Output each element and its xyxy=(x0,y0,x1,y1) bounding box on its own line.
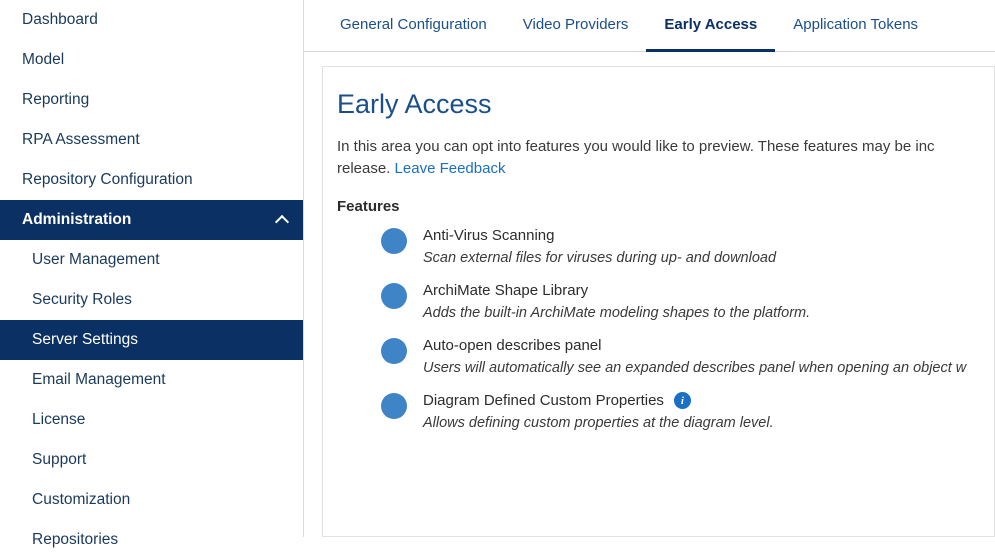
feature-title: Anti-Virus Scanning xyxy=(423,227,555,244)
feature-text xyxy=(423,392,966,431)
sidebar-item-repository-configuration[interactable] xyxy=(0,160,303,200)
info-icon[interactable]: i xyxy=(674,392,691,409)
feature-description: Scan external files for viruses during up- and download xyxy=(423,250,777,266)
feature-title: ArchiMate Shape Library xyxy=(423,282,589,299)
sidebar-item-label: Server Settings xyxy=(32,331,138,348)
tab-label: Application Tokens xyxy=(793,16,919,33)
sidebar-item-server-settings[interactable] xyxy=(0,320,303,360)
feature-name xyxy=(423,227,966,244)
tab-video-providers[interactable] xyxy=(505,0,647,52)
tab-application-tokens[interactable] xyxy=(775,0,936,52)
sidebar-item-label: Email Management xyxy=(32,371,166,388)
sidebar-item-label: Customization xyxy=(32,491,131,508)
tab-label: Early Access xyxy=(664,16,758,33)
sidebar-item-label: Reporting xyxy=(22,91,90,108)
feature-description: Adds the built-in ArchiMate modeling shapes to the platform. xyxy=(423,305,811,321)
feature-toggle-archimate-shape-library[interactable] xyxy=(381,283,407,309)
feature-text xyxy=(423,282,966,321)
page-title: Early Access xyxy=(337,89,492,119)
intro-release-text: release. xyxy=(337,160,391,177)
feature-description: Allows defining custom properties at the diagram level. xyxy=(423,415,774,431)
sidebar-item-label: Repositories xyxy=(32,531,119,548)
feature-row xyxy=(337,227,966,266)
sidebar-item-security-roles[interactable] xyxy=(0,280,303,320)
feature-text xyxy=(423,337,966,376)
feature-toggle-diagram-defined-custom-properties[interactable] xyxy=(381,393,407,419)
intro-line-2 xyxy=(337,158,966,180)
sidebar-item-label: User Management xyxy=(32,251,160,268)
sidebar-item-reporting[interactable] xyxy=(0,80,303,120)
tab-label: Video Providers xyxy=(522,16,629,33)
early-access-card xyxy=(322,66,995,537)
tab-label: General Configuration xyxy=(340,16,487,33)
sidebar xyxy=(0,0,304,548)
feature-name xyxy=(423,282,966,299)
sidebar-item-user-management[interactable] xyxy=(0,240,303,280)
sidebar-item-administration[interactable] xyxy=(0,200,303,240)
feature-name xyxy=(423,337,966,354)
sidebar-item-support[interactable] xyxy=(0,440,303,480)
sidebar-item-label: Administration xyxy=(22,211,132,228)
sidebar-item-label: Security Roles xyxy=(32,291,132,308)
feature-title: Diagram Defined Custom Properties xyxy=(423,392,664,409)
sidebar-item-label: RPA Assessment xyxy=(22,131,140,148)
intro-text xyxy=(337,136,966,180)
chevron-up-icon xyxy=(277,214,289,226)
sidebar-item-label: License xyxy=(32,411,86,428)
feature-row xyxy=(337,337,966,376)
sidebar-item-repositories[interactable] xyxy=(0,520,303,560)
features-heading: Features xyxy=(337,198,400,215)
tab-general-configuration[interactable] xyxy=(322,0,505,52)
feature-description: Users will automatically see an expanded describes panel when opening an object w xyxy=(423,360,967,376)
content-area xyxy=(304,52,995,537)
tab-early-access[interactable] xyxy=(646,0,775,52)
main-panel xyxy=(304,0,995,537)
sidebar-item-label: Repository Configuration xyxy=(22,171,193,188)
feature-name xyxy=(423,392,966,409)
sidebar-item-dashboard[interactable] xyxy=(0,0,303,40)
sidebar-item-rpa-assessment[interactable] xyxy=(0,120,303,160)
sidebar-item-license[interactable] xyxy=(0,400,303,440)
feature-toggle-anti-virus-scanning[interactable] xyxy=(381,228,407,254)
feature-row xyxy=(337,392,966,431)
feature-toggle-auto-open-describes-panel[interactable] xyxy=(381,338,407,364)
sidebar-item-label: Model xyxy=(22,51,65,68)
sidebar-item-customization[interactable] xyxy=(0,480,303,520)
sidebar-item-label: Support xyxy=(32,451,87,468)
sidebar-item-label: Dashboard xyxy=(22,11,98,28)
feature-title: Auto-open describes panel xyxy=(423,337,602,354)
intro-line-1: In this area you can opt into features you would like to preview. These features may be inc xyxy=(337,138,935,155)
feature-row xyxy=(337,282,966,321)
tab-bar xyxy=(304,0,995,52)
sidebar-item-model[interactable] xyxy=(0,40,303,80)
leave-feedback-link[interactable]: Leave Feedback xyxy=(394,160,506,177)
feature-text xyxy=(423,227,966,266)
sidebar-item-email-management[interactable] xyxy=(0,360,303,400)
